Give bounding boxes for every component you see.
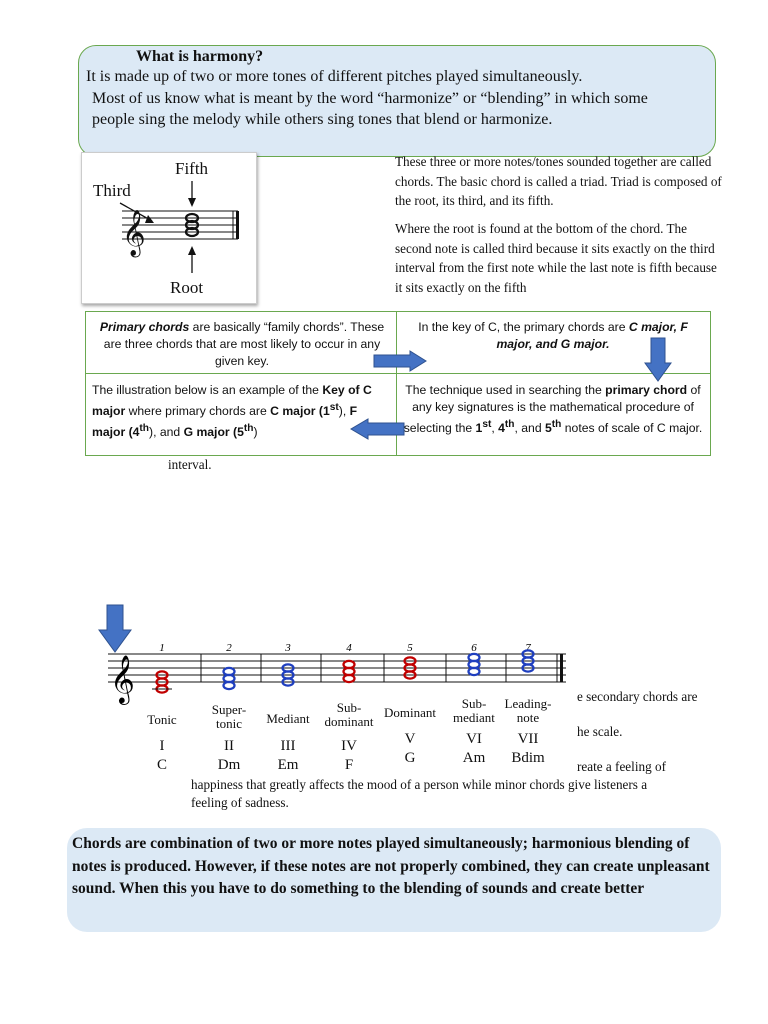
chord-note xyxy=(224,668,235,675)
right-arrow-icon xyxy=(372,350,428,372)
roman-numeral: III xyxy=(280,738,296,754)
scale-degree-number: 6 xyxy=(471,642,477,654)
scale-degree-number: 5 xyxy=(407,642,413,654)
harmony-line-3: people sing the melody while others sing tones that blend or harmonize. xyxy=(92,111,553,128)
interval-word: interval. xyxy=(168,457,212,472)
chord-letter: F xyxy=(344,757,354,773)
table-cell-illustration: The illustration below is an example of the Key of C major where primary chords are C major (1st), F major (4th), and G major (5th) xyxy=(92,383,372,440)
root-label: Root xyxy=(170,278,204,297)
scale-degree-number: 1 xyxy=(159,642,165,654)
chord-letter: G xyxy=(404,750,416,766)
harmony-line-2: Most of us know what is meant by the word “harmonize” or “blending” in which some xyxy=(92,90,648,107)
c-major-scale-staff xyxy=(96,600,576,710)
roman-numeral: II xyxy=(224,738,234,754)
chord-note xyxy=(344,661,355,668)
roman-numeral: VI xyxy=(466,731,482,747)
scale-degree-name: Dominant xyxy=(384,705,436,720)
harmony-title: What is harmony? xyxy=(136,48,264,65)
chord-note xyxy=(469,654,480,661)
scale-degree-name: Sub- mediant xyxy=(453,696,495,725)
left-arrow-icon xyxy=(348,418,406,440)
scale-degree-name: Mediant xyxy=(266,711,310,726)
happiness-line: happiness that greatly affects the mood of a person while minor chords give listeners a xyxy=(191,777,648,792)
harmony-line-1: It is made up of two or more tones of different pitches played simultaneously. xyxy=(86,68,583,85)
summary-text: Chords are combination of two or more notes played simultaneously; harmonious blending of notes is produced. However, if these notes are not properly combined, they can create unpleasant sound. When this you have to do something to the blending of sounds and create better xyxy=(72,835,710,897)
chord-letter: C xyxy=(156,757,167,773)
chord-letter: Em xyxy=(277,757,299,773)
svg-text:𝄞: 𝄞 xyxy=(122,210,146,256)
roman-numeral: VII xyxy=(517,731,539,747)
feeling-fragment: reate a feeling of xyxy=(577,759,666,774)
roman-numeral: IV xyxy=(341,738,357,754)
scale-fragment: he scale. xyxy=(577,724,623,739)
root-paragraph: Where the root is found at the bottom of the chord. The second note is called third because it sits exactly on the third interval from the first note while the last note is fifth because it sits exactly on the fifth xyxy=(395,221,717,295)
chord-letter: Bdim xyxy=(511,750,545,766)
chord-letter: Dm xyxy=(217,757,241,773)
secondary-chords-fragment: e secondary chords are xyxy=(577,689,698,704)
scale-degree-number: 2 xyxy=(226,642,232,654)
scale-degree-name: Sub- dominant xyxy=(324,700,374,729)
chords-paragraph: These three or more notes/tones sounded together are called chords. The basic chord is called a triad. Triad is composed of the root, its third, and its fifth. xyxy=(395,154,722,208)
scale-degree-name: Leading- note xyxy=(504,696,552,725)
sadness-line: feeling of sadness. xyxy=(191,795,289,810)
table-cell-technique: The technique used in searching the primary chord of any key signatures is the mathematical procedure of selecting the 1st, 4th, and 5th notes of scale of C major. xyxy=(403,383,703,436)
third-label: Third xyxy=(93,181,131,200)
scale-degree-number: 3 xyxy=(285,642,291,654)
final-bar-thick xyxy=(560,654,563,682)
treble-clef-icon: 𝄞 xyxy=(110,654,135,703)
roman-numeral: V xyxy=(404,731,416,747)
table-cell-primary-def: Primary chords are basically “family chords”. These are three chords that are most likely to occur in any given key. xyxy=(99,320,385,368)
scale-degree-name: Super- tonic xyxy=(211,702,247,731)
triad-figure xyxy=(81,152,257,304)
scale-degree-name: Tonic xyxy=(147,712,177,727)
scale-degree-number: 7 xyxy=(525,642,531,654)
down-arrow-icon xyxy=(644,337,672,383)
roman-numeral: I xyxy=(159,738,165,754)
fifth-label: Fifth xyxy=(175,159,209,178)
triad-staff-drawing xyxy=(82,153,256,303)
table-cell-key-of-c: In the key of C, the primary chords are C major, F major, and G major. xyxy=(418,320,688,351)
chord-letter: Am xyxy=(462,750,486,766)
scale-degree-number: 4 xyxy=(346,642,352,654)
